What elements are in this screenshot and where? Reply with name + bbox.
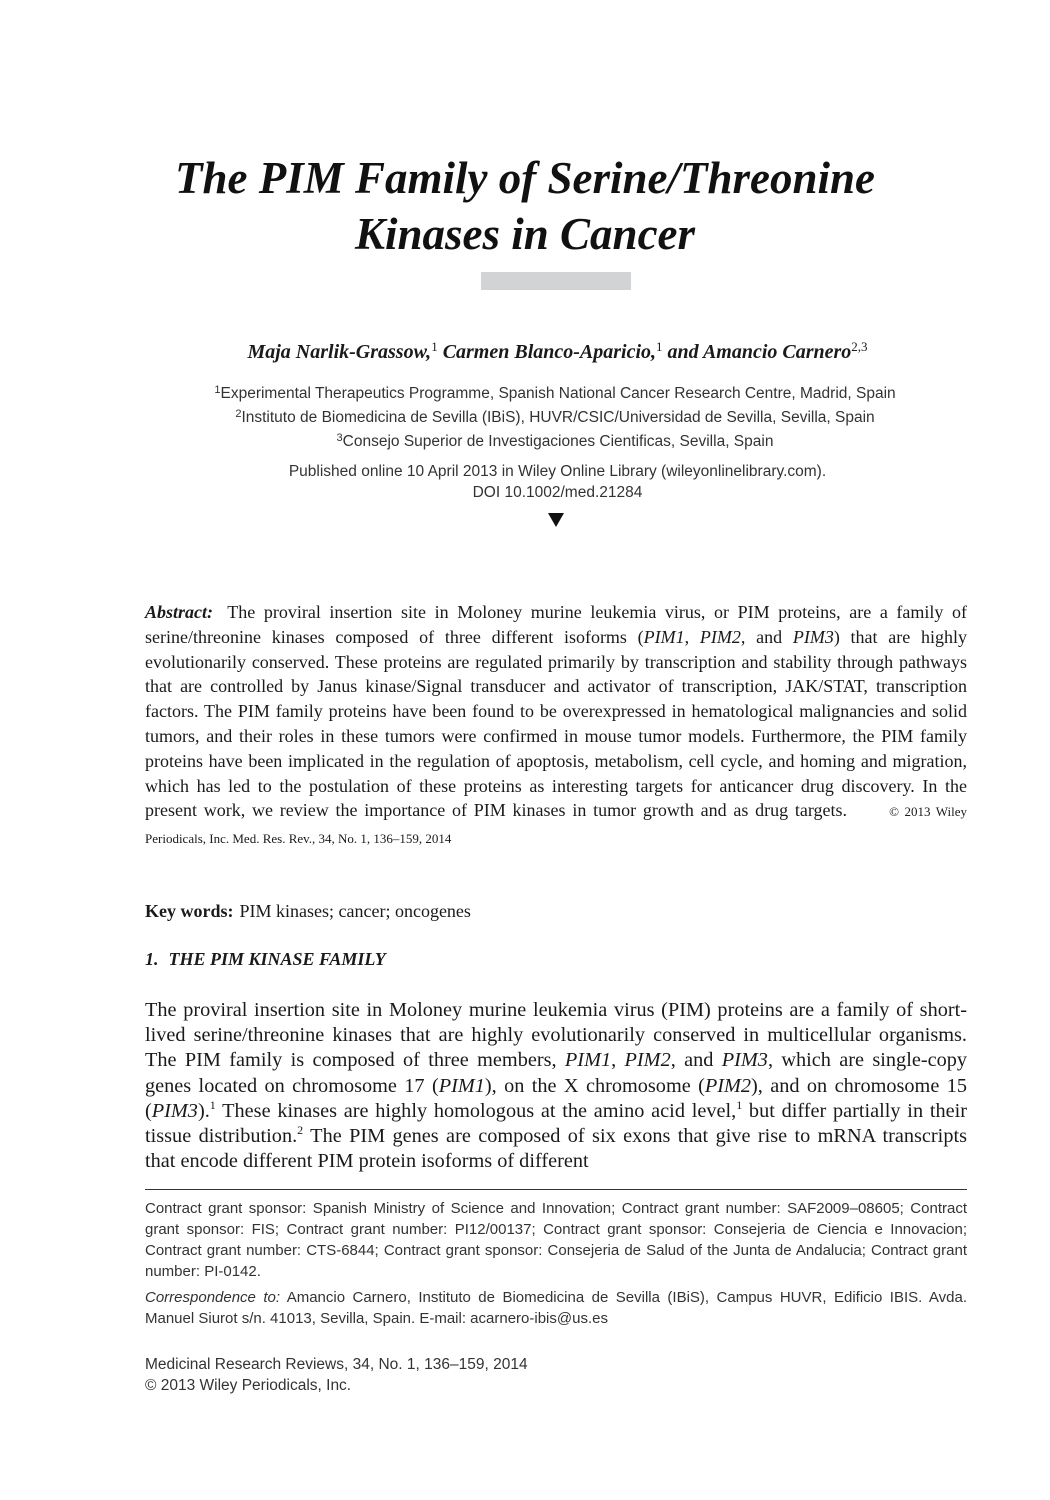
affiliation-text: Experimental Therapeutics Programme, Spanish National Cancer Research Centre, Madrid, Spain	[220, 385, 896, 402]
keywords-text: PIM kinases; cancer; oncogenes	[239, 901, 471, 921]
gene-name: PIM2	[699, 626, 741, 647]
body-paragraph	[145, 998, 967, 1174]
triangle-ornament-icon	[548, 513, 564, 527]
title-line-2: Kinases in Cancer	[354, 209, 696, 259]
journal-copyright: © 2013 Wiley Periodicals, Inc.	[145, 1377, 352, 1394]
correspondence-text: Amancio Carnero, Instituto de Biomedicina de Sevilla (IBiS), Campus HUVR, Edificio IBIS. Avda. Manuel Siurot s/n. 41013, Sevilla, Spain. E-mail: acarnero-ibis@us.es	[145, 1289, 968, 1327]
doi: DOI 10.1002/med.21284	[472, 484, 643, 501]
affiliation-line	[0, 380, 1050, 404]
author-affiliation-mark: 2,3	[851, 339, 868, 354]
grant-footnote: Contract grant sponsor: Spanish Ministry of Science and Innovation; Contract grant number: SAF2009–08605; Contract grant sponsor: FIS; Contract grant number: PI12/00137; Contract grant sponsor: Consejeria de Ciencia e Innovacion; Contract grant number: CTS-6844; Contract grant sponsor: Consejeria de Salud of the Junta de Andalucia; Contract grant number: PI-0142.	[145, 1200, 967, 1280]
journal-citation: Medicinal Research Reviews, 34, No. 1, 136–159, 2014	[145, 1356, 528, 1373]
keywords-label: Key words:	[145, 901, 234, 921]
footnotes	[145, 1198, 967, 1329]
abstract-text: , and	[740, 626, 793, 647]
author-name: Amancio Carnero	[702, 341, 852, 363]
publication-info	[0, 461, 1050, 503]
citation-ref[interactable]: 2	[297, 1123, 304, 1138]
abstract-text: The proviral insertion site in Moloney murine leukemia virus, or PIM proteins, are a family of serine/threonine kinases composed of three different isoforms (	[145, 602, 967, 647]
body-text: ), and on chromosome 15 (	[145, 1074, 967, 1122]
affiliation-line	[0, 404, 1050, 428]
author-list	[0, 333, 1050, 366]
abstract-text: ,	[684, 626, 700, 647]
gene-name: PIM1	[564, 1049, 612, 1072]
gene-name: PIM3	[721, 1049, 768, 1072]
section-heading	[145, 949, 386, 970]
gene-name: PIM1	[438, 1074, 485, 1097]
journal-footer	[145, 1354, 528, 1396]
citation-ref[interactable]: 1	[209, 1097, 216, 1112]
correspondence-label: Correspondence to:	[145, 1289, 281, 1306]
body-text: but differ partially in their tissue distribution.	[145, 1099, 967, 1148]
gene-name: PIM2	[624, 1049, 671, 1072]
gene-name: PIM3	[151, 1099, 198, 1122]
author-affiliation-mark: 1	[656, 339, 663, 354]
gene-name: PIM2	[704, 1074, 752, 1097]
abstract-copyright: © 2013 Wiley Periodicals, Inc. Med. Res. Rev., 34, No. 1, 136–159, 2014	[145, 804, 967, 847]
affiliation-number: 2	[235, 408, 242, 420]
abstract-text: ) that are highly evolutionarily conserved. These proteins are regulated primarily by transcription and stability through pathways that are controlled by Janus kinase/Signal transducer and activator of transcription, JAK/STAT, transcription factors. The PIM family proteins have been found to be overexpressed in hematological malignancies and solid tumors, and their roles in these tumors were confirmed in mouse tumor models. Furthermore, the PIM family proteins have been implicated in the regulation of apoptosis, metabolism, cell cycle, and homing and migration, which has led to the postulation of these proteins as interesting targets for anticancer drug discovery. In the present work, we review the importance of PIM kinases in tumor growth and as drug targets.	[145, 626, 967, 821]
abstract-label: Abstract:	[145, 602, 214, 622]
title-line-1: The PIM Family of Serine/Threonine	[174, 153, 876, 203]
author-affiliation-mark: 1	[431, 339, 438, 354]
gene-name: PIM3	[792, 626, 834, 647]
body-text: These kinases are highly homologous at the amino acid level,	[215, 1099, 737, 1122]
title-divider	[481, 272, 631, 290]
body-text: ,	[611, 1049, 625, 1072]
affiliation-text: Consejo Superior de Investigaciones Cientificas, Sevilla, Spain	[342, 433, 774, 450]
article-title	[0, 150, 1050, 262]
body-text: , which are single-copy genes located on chromosome 17 (	[145, 1049, 968, 1097]
author-name: Carmen Blanco-Aparicio,	[442, 341, 657, 363]
body-text: ), on the X chromosome (	[484, 1074, 705, 1097]
body-text: The proviral insertion site in Moloney murine leukemia virus (PIM) proteins are a family of short-lived serine/threonine kinases that are highly evolutionarily conserved in multicellular organisms. The PIM family is composed of three members,	[145, 999, 967, 1072]
affiliations	[0, 380, 1050, 452]
affiliation-number: 3	[336, 432, 343, 444]
author-conjunction: and	[667, 341, 699, 363]
body-text: ).	[197, 1099, 210, 1122]
section-number: 1.	[145, 949, 159, 969]
citation-ref[interactable]: 1	[736, 1097, 743, 1112]
body-text: , and	[670, 1049, 722, 1072]
affiliation-text: Instituto de Biomedicina de Sevilla (IBiS), HUVR/CSIC/Universidad de Sevilla, Sevilla, Spain	[241, 409, 875, 426]
publication-line: Published online 10 April 2013 in Wiley Online Library (wileyonlinelibrary.com).	[288, 463, 827, 480]
correspondence-footnote	[145, 1287, 967, 1329]
abstract	[145, 600, 967, 852]
keywords	[145, 901, 471, 922]
body-text: The PIM genes are composed of six exons that give rise to mRNA transcripts that encode different PIM protein isoforms of different	[145, 1125, 967, 1173]
section-title: THE PIM KINASE FAMILY	[168, 949, 386, 969]
affiliation-line	[0, 428, 1050, 452]
footnote-divider	[145, 1189, 967, 1190]
gene-name: PIM1	[643, 626, 685, 647]
author-name: Maja Narlik-Grassow,	[247, 341, 432, 363]
affiliation-number: 1	[214, 384, 221, 396]
